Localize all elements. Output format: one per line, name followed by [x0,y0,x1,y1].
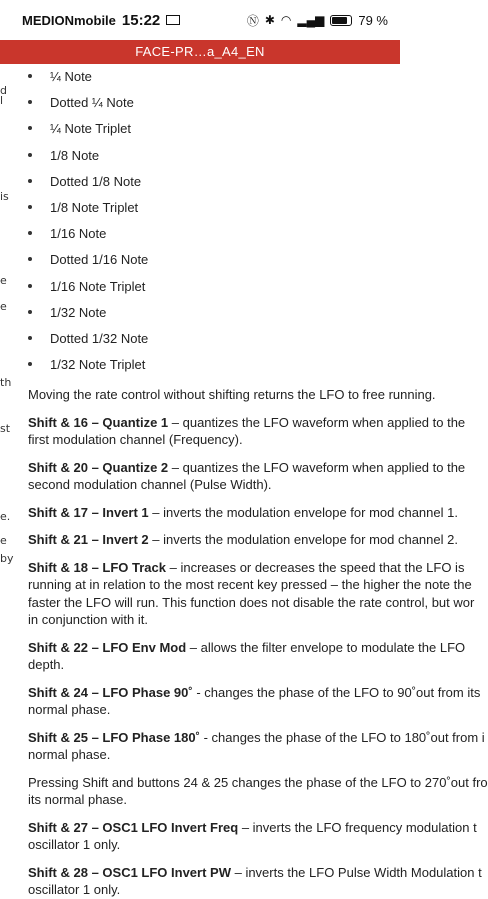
function-key: Shift & 20 – Quantize 2 [28,459,169,475]
bullet-icon [28,205,32,209]
function-text: oscillator 1 only. [28,882,121,898]
note-list-item: ¼ Note [28,64,400,90]
function-key: Shift & 18 – LFO Track [28,559,166,575]
document-title: FACE-PR…a_A4_EN [135,44,265,59]
wifi-icon: ◠ [280,13,292,27]
function-paragraph [28,531,458,549]
function-key: Shift & 28 – OSC1 LFO Invert PW [28,864,231,880]
left-edge-fragment: e. [0,510,11,523]
function-text: second modulation channel (Pulse Width). [28,477,272,493]
function-key: Shift & 27 – OSC1 LFO Invert Freq [28,819,239,835]
note-list [28,64,400,378]
left-edge-fragment: e [0,534,7,547]
function-paragraph [28,559,475,629]
phase-note-line: its normal phase. [28,792,127,808]
function-text: – inverts the LFO frequency modulation t [238,819,477,835]
document-content[interactable] [28,64,488,898]
function-key: Shift & 22 – LFO Env Mod [28,639,187,655]
left-edge-fragment: l [0,94,4,107]
function-text: in conjunction with it. [28,612,148,628]
rate-note: Moving the rate control without shifting returns the LFO to free running. [28,387,436,403]
bullet-icon [28,257,32,261]
function-paragraph [28,414,466,449]
function-text: – inverts the modulation envelope for mod channel 1. [148,504,458,520]
function-list [28,414,485,764]
function-text: faster the LFO will run. This function does not disable the rate control, but wor [28,594,475,610]
bullet-icon [28,100,32,104]
note-list-item: 1/8 Note Triplet [28,195,400,221]
function-text: normal phase. [28,702,111,718]
function-key: Shift & 25 – LFO Phase 180˚ [28,729,200,745]
bluetooth-icon: ✱ [264,13,275,27]
bullet-icon [28,231,32,235]
note-list-item: 1/32 Note Triplet [28,352,400,378]
function-list-2 [28,819,482,899]
function-paragraph [28,504,458,522]
function-paragraph [28,459,466,494]
function-text: – inverts the modulation envelope for mod channel 2. [148,532,458,548]
function-paragraph [28,819,477,854]
function-key: Shift & 16 – Quantize 1 [28,414,169,430]
note-list-item: Dotted 1/32 Note [28,326,400,352]
left-edge-fragment: st [0,422,11,435]
phase-note [28,774,488,809]
bullet-icon [28,153,32,157]
left-edge-fragment: e [0,274,7,287]
function-text: – quantizes the LFO waveform when applied to the [168,459,466,475]
function-key: Shift & 17 – Invert 1 [28,504,149,520]
function-paragraph [28,729,485,764]
bullet-icon [28,74,32,78]
battery-percent: 79 % [358,12,388,28]
note-list-item: ¼ Note Triplet [28,116,400,142]
signal-icon: ▂▄▆ [297,13,325,27]
bullet-icon [28,126,32,130]
status-bar [0,0,400,40]
function-text: – increases or decreases the speed that the LFO is [166,559,465,575]
left-edge-fragment: by [0,552,14,565]
function-text: depth. [28,657,65,673]
note-list-item: 1/16 Note Triplet [28,274,400,300]
function-text: normal phase. [28,747,111,763]
function-key: Shift & 21 – Invert 2 [28,532,149,548]
bullet-icon [28,362,32,366]
note-list-item: 1/8 Note [28,143,400,169]
function-text: running at in relation to the most recent key pressed – the higher the note the [28,577,472,593]
mail-icon [166,15,180,25]
bullet-icon [28,284,32,288]
function-paragraph [28,864,482,899]
function-text: oscillator 1 only. [28,837,121,853]
function-text: – quantizes the LFO waveform when applied to the [168,414,466,430]
left-page-edge [0,64,12,885]
function-text: – inverts the LFO Pulse Width Modulation t [230,864,482,880]
document-title-bar[interactable] [0,40,400,64]
left-edge-fragment: e [0,300,7,313]
carrier-name: MEDIONmobile [22,12,116,28]
clock: 15:22 [121,11,161,29]
note-list-item: Dotted ¼ Note [28,90,400,116]
function-key: Shift & 24 – LFO Phase 90˚ [28,684,193,700]
note-list-item: 1/32 Note [28,300,400,326]
function-paragraph [28,684,481,719]
bullet-icon [28,336,32,340]
function-text: – allows the filter envelope to modulate the LFO [186,639,466,655]
function-text: first modulation channel (Frequency). [28,432,243,448]
left-edge-fragment: d [0,84,7,97]
status-icons [247,12,388,29]
bullet-icon [28,179,32,183]
note-list-item: Dotted 1/8 Note [28,169,400,195]
note-list-item: Dotted 1/16 Note [28,247,400,273]
left-edge-fragment: th [0,376,12,389]
note-list-item: 1/16 Note [28,221,400,247]
nfc-icon: Ⓝ [246,13,259,28]
function-text: - changes the phase of the LFO to 90˚out from its [192,684,481,700]
left-edge-fragment: is [0,190,9,203]
function-paragraph [28,639,466,674]
bullet-icon [28,310,32,314]
function-text: - changes the phase of the LFO to 180˚out from i [199,729,485,745]
phase-note-line: Pressing Shift and buttons 24 & 25 changes the phase of the LFO to 270˚out fro [28,774,488,790]
battery-icon [330,15,352,26]
